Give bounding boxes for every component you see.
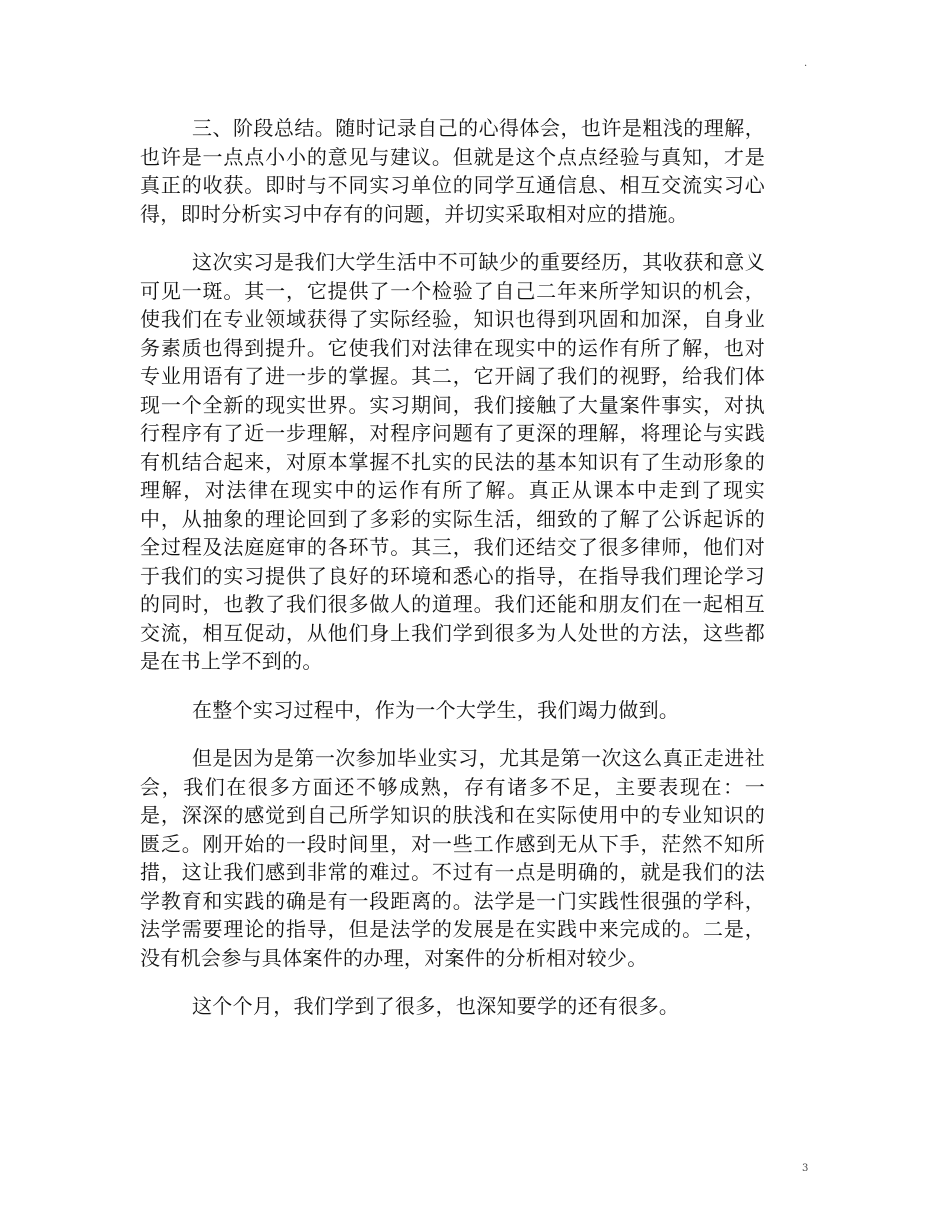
paragraph-shortcomings: 但是因为是第一次参加毕业实习，尤其是第一次这么真正走进社会，我们在很多方面还不够成熟，存有诸多不足，主要表现在：一是，深深的感觉到自己所学知识的肤浅和在实际使用中的专业知识的匮乏。刚开始的一段时间里，对一些工作感到无从下手，茫然不知所措，这让我们感到非常的难过。不过有一点是明确的，就是我们的法学教育和实践的确是有一段距离的。法学是一门实践性很强的学科，法学需要理论的指导，但是法学的发展是在实践中来完成的。二是，没有机会参与具体案件的办理，对案件的分析相对较少。 (140, 746, 765, 970)
paragraph-internship-significance: 这次实习是我们大学生活中不可缺少的重要经历，其收获和意义可见一斑。其一，它提供了一个检验了自己二年来所学知识的机会，使我们在专业领域获得了实际经验，知识也得到巩固和加深，自身业务素质也得到提升。它使我们对法律在现实中的运作有所了解，也对专业用语有了进一步的掌握。其二，它开阔了我们的视野，给我们体现一个全新的现实世界。实习期间，我们接触了大量案件事实，对执行程序有了近一步理解，对程序问题有了更深的理解，将理论与实践有机结合起来，对原本掌握不扎实的民法的基本知识有了生动形象的理解，对法律在现实中的运作有所了解。真正从课本中走到了现实中，从抽象的理论回到了多彩的实际生活，细致的了解了公诉起诉的全过程及法庭庭审的各环节。其三，我们还结交了很多律师，他们对于我们的实习提供了良好的环境和悉心的指导，在指导我们理论学习的同时，也教了我们很多做人的道理。我们还能和朋友们在一起相互交流，相互促动，从他们身上我们学到很多为人处世的方法，这些都是在书上学不到的。 (140, 250, 765, 673)
corner-mark: . (804, 58, 808, 69)
paragraph-stage-summary: 三、阶段总结。随时记录自己的心得体会，也许是粗浅的理解，也许是一点点小小的意见与建议。但就是这个点点经验与真知，才是真正的收获。即时与不同实习单位的同学互通信息、相互交流实习心得，即时分析实习中存有的问题，并切实采取相对应的措施。 (140, 116, 765, 226)
document-body (140, 114, 765, 1041)
paragraph-conclusion: 这个个月，我们学到了很多，也深知要学的还有很多。 (192, 994, 680, 1018)
paragraph-effort: 在整个实习过程中，作为一个大学生，我们竭力做到。 (192, 697, 680, 722)
page-number: 3 (802, 1163, 809, 1174)
